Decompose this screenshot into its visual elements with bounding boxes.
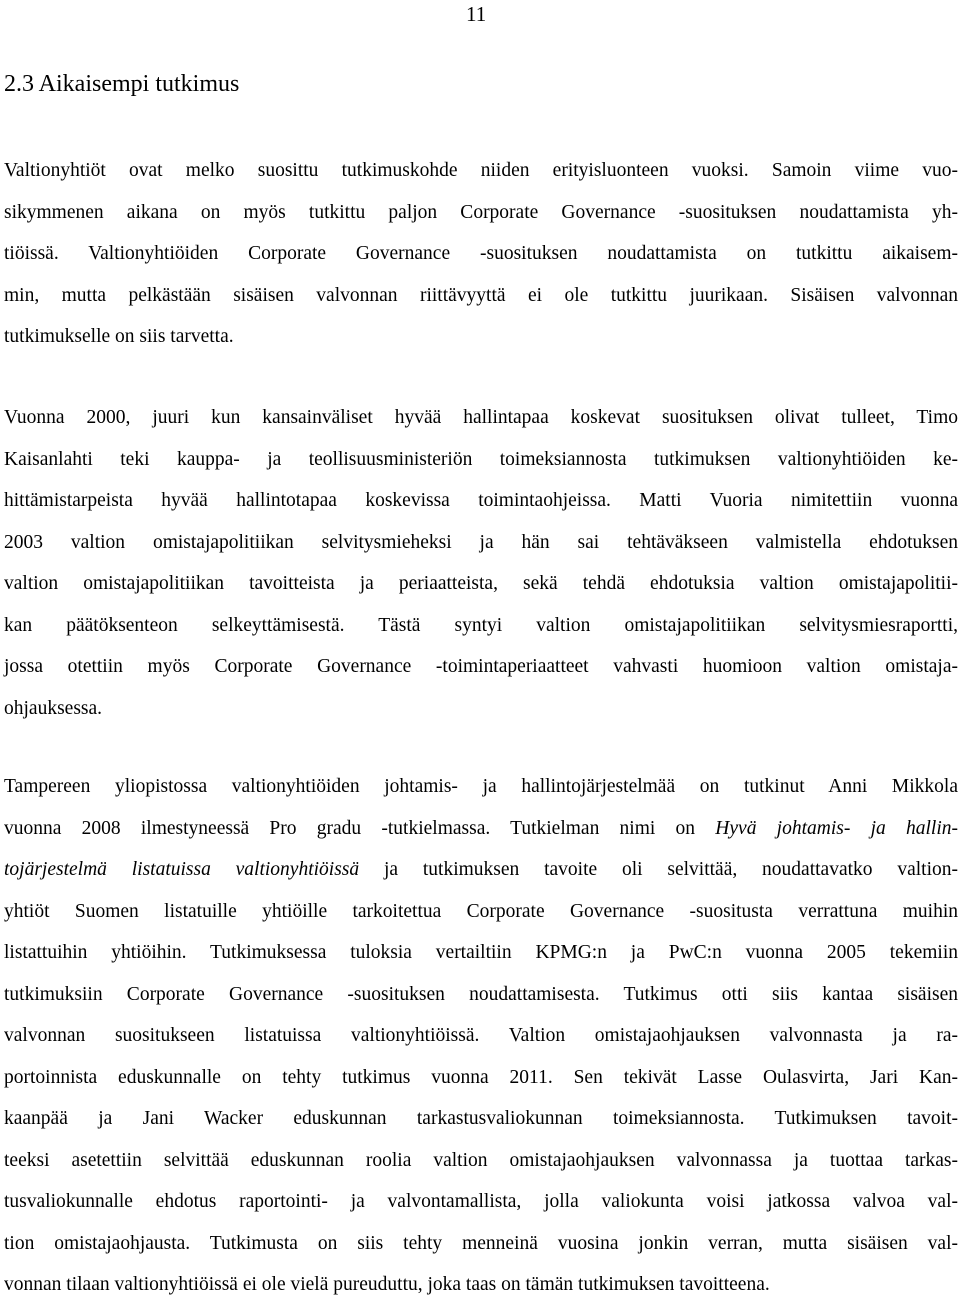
- text-line: tion omistajaohjausta. Tutkimusta on siis tehty menneinä vuosina jonkin verran, mutta sisäisen val-: [4, 1232, 958, 1254]
- thesis-title-part-2: tojärjestelmä listatuissa valtionyhtiöissä: [4, 859, 360, 880]
- text-line: 2003 valtion omistajapolitiikan selvitysmieheksi ja hän sai tehtäväkseen valmistella ehdotuksen: [4, 531, 958, 553]
- section-heading: 2.3 Aikaisempi tutkimus: [4, 71, 240, 97]
- text-line: yhtiöt Suomen listatuille yhtiöille tarkoitettua Corporate Governance -suositusta verrattuna muihin: [4, 900, 958, 922]
- text-line: valvonnan suositukseen listatuissa valtionyhtiöissä. Valtion omistajaohjauksen valvonnasta ja ra-: [4, 1025, 958, 1046]
- text-line: sikymmenen aikana on myös tutkittu paljon Corporate Governance -suosituksen noudattamista yh-: [4, 201, 958, 223]
- text-line: tusvaliokunnalle ehdotus raportointi- ja valvontamallista, jolla valiokunta voisi jatkossa valvoa val-: [4, 1191, 958, 1212]
- text-line: valtion omistajapolitiikan tavoitteista ja periaatteista, sekä tehdä ehdotuksia valtion omistajapolitii-: [4, 573, 958, 594]
- page-number: 11: [466, 2, 487, 26]
- text-line: tiöissä. Valtionyhtiöiden Corporate Governance -suosituksen noudattamista on tutkittu aikaisem-: [4, 243, 958, 264]
- text-line: [4, 849, 958, 891]
- text-line: tutkimuksiin Corporate Governance -suosituksen noudattamisesta. Tutkimus otti siis kantaa sisäisen: [4, 983, 958, 1005]
- text-line: Tampereen yliopistossa valtionyhtiöiden johtamis- ja hallintojärjestelmää on tutkinut Anni Mikkola: [4, 776, 958, 797]
- text-line: kan päätöksenteon selkeyttämisestä. Tästä syntyi valtion omistajapolitiikan selvitysmiesraportti,: [4, 614, 958, 636]
- thesis-title-part-1: Hyvä johtamis- ja hallin-: [715, 817, 958, 839]
- text-line: ohjauksessa.: [4, 697, 103, 719]
- paragraph-1: [4, 150, 958, 358]
- text-line: hittämistarpeista hyvää hallintotapaa koskevissa toimintaohjeissa. Matti Vuoria nimitettiin vuonna: [4, 490, 958, 511]
- text-line: Vuonna 2000, juuri kun kansainväliset hyvää hallintapaa koskevat suosituksen olivat tulleet, Timo: [4, 407, 958, 428]
- text-line: [4, 808, 958, 850]
- text-run: vuonna 2008 ilmestyneessä Pro gradu -tutkielmassa. Tutkielman nimi on: [4, 817, 716, 839]
- text-line: vonnan tilaan valtionyhtiöissä ei ole vielä pureuduttu, joka taas on tämän tutkimuksen tavoitteena.: [4, 1274, 770, 1295]
- text-line: Kaisanlahti teki kauppa- ja teollisuusministeriön toimeksiannosta tutkimuksen valtionyhtiöiden ke-: [4, 448, 958, 470]
- text-line: listattuihin yhtiöihin. Tutkimuksessa tuloksia vertailtiin KPMG:n ja PwC:n vuonna 2005 tekemiin: [4, 942, 958, 963]
- paragraph-2: [4, 397, 958, 729]
- text-line: min, mutta pelkästään sisäisen valvonnan riittävyyttä ei ole tutkittu juurikaan. Sisäisen valvonnan: [4, 284, 958, 306]
- text-line: tutkimukselle on siis tarvetta.: [4, 326, 234, 347]
- text-line: teeksi asetettiin selvittää eduskunnan roolia valtion omistajaohjauksen valvonnassa ja tuottaa tarkas-: [4, 1149, 958, 1171]
- text-line: kaanpää ja Jani Wacker eduskunnan tarkastusvaliokunnan toimeksiannosta. Tutkimuksen tavoit-: [4, 1108, 958, 1129]
- text-line: Valtionyhtiöt ovat melko suosittu tutkimuskohde niiden erityisluonteen vuoksi. Samoin viime vuo-: [4, 160, 958, 181]
- text-line: portoinnista eduskunnalle on tehty tutkimus vuonna 2011. Sen tekivät Lasse Oulasvirta, Jari Kan-: [4, 1066, 958, 1088]
- paragraph-3: [4, 766, 958, 1306]
- text-run: ja tutkimuksen tavoite oli selvittää, noudattavatko valtion-: [359, 859, 958, 880]
- text-line: jossa otettiin myös Corporate Governance -toimintaperiaatteet vahvasti huomioon valtion omistaja-: [4, 656, 958, 677]
